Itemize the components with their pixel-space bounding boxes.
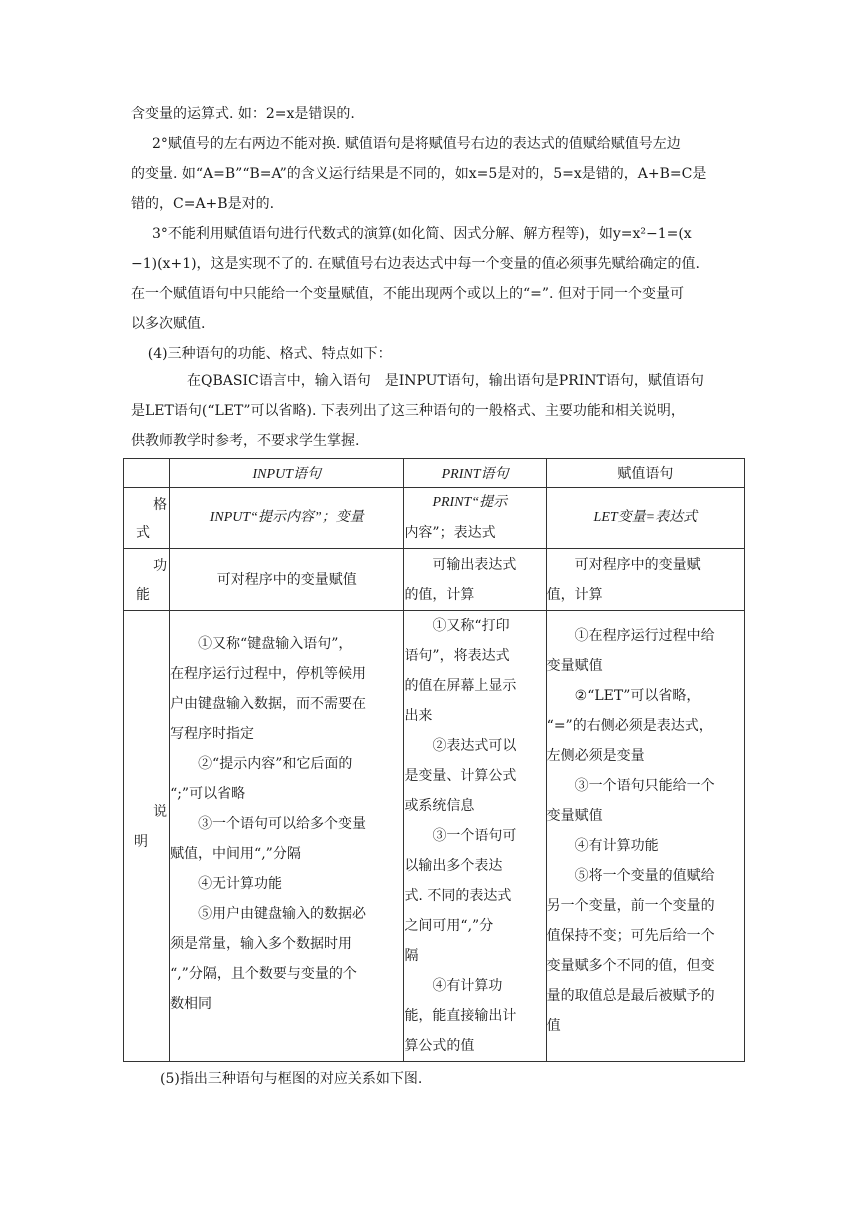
cell-line: 隔: [404, 948, 419, 964]
table-cell: [404, 549, 546, 611]
cell-line: 户由键盘输入数据，而不需要在: [170, 696, 367, 712]
cell-line: 内容”；表达式: [404, 525, 496, 541]
cell-line: 须是常量，输入多个数据时用: [170, 936, 353, 952]
paragraph-text: 2°赋值号的左右两边不能对换. 赋值语句是将赋值号右边的表达式的值赋给赋值号左边: [152, 136, 681, 152]
cell-line: “=”的右侧必须是表达式，: [546, 718, 713, 734]
row-label-part: 能: [136, 587, 150, 603]
cell-line: 写程序时指定: [170, 726, 255, 742]
cell-line: ①又称“打印: [432, 618, 510, 634]
table-cell: 可对程序中的变量赋值: [170, 549, 404, 611]
cell-line: 在程序运行过程中，停机等候用: [170, 666, 367, 682]
table-row: [124, 611, 745, 1062]
row-label-notes: [124, 611, 170, 1062]
paragraph-text: (5)指出三种语句与框图的对应关系如下图.: [160, 1071, 423, 1087]
paragraph-text: 供教师教学时参考，不要求学生掌握.: [131, 433, 360, 449]
table-cell: [546, 611, 744, 1062]
table-row: [124, 488, 745, 549]
table-cell: [404, 488, 546, 549]
cell-line: 能，能直接输出计: [404, 1008, 517, 1024]
paragraph-text: 是LET语句(“LET”可以省略). 下表列出了这三种语句的一般格式、主要功能和相关说明，: [131, 403, 685, 419]
cell-line: 值，计算: [546, 586, 603, 603]
cell-line: “;”可以省略: [170, 786, 246, 802]
cell-line: 变量赋值: [546, 658, 603, 674]
table-header-cell: PRINT语句: [404, 459, 546, 488]
cell-line: 另一个变量，前一个变量的: [546, 898, 715, 914]
table-cell: INPUT“提示内容”；变量: [170, 488, 404, 549]
cell-line: 的值，计算: [404, 586, 475, 603]
cell-line: ④有计算功: [432, 978, 503, 994]
cell-line: 变量赋多个不同的值，但变: [546, 958, 715, 974]
paragraph-text: 3°不能利用赋值语句进行代数式的演算(如化简、因式分解、解方程等)，如y=x²−1=(x: [152, 226, 692, 242]
cell-line: “,”分隔，且个数要与变量的个: [170, 966, 357, 982]
row-label-part: 明: [134, 834, 148, 850]
cell-line: 左侧必须是变量: [546, 748, 645, 764]
cell-line: 算公式的值: [404, 1038, 475, 1054]
paragraph-text: 的变量. 如“A=B”“B=A”的含义运行结果是不同的，如x=5是对的，5=x是错的，A+B=C是: [131, 166, 707, 182]
cell-line: PRINT“提示: [432, 495, 508, 510]
cell-line: ④无计算功能: [198, 876, 283, 892]
cell-line: 值: [546, 1018, 561, 1034]
cell-line: 变量赋值: [546, 808, 603, 824]
table-header-cell: INPUT语句: [170, 459, 404, 488]
cell-line: ①在程序运行过程中给: [574, 628, 715, 644]
cell-line: ②表达式可以: [432, 738, 517, 754]
cell-line: 是变量、计算公式: [404, 768, 517, 784]
cell-line: ③一个语句可以给多个变量: [198, 816, 367, 832]
row-label-part: 式: [136, 525, 150, 541]
paragraph-text: 以多次赋值.: [131, 316, 206, 332]
cell-line: 的值在屏幕上显示: [404, 678, 517, 694]
cell-line: ③一个语句只能给一个: [574, 778, 715, 794]
cell-line: ②“LET”可以省略，: [574, 688, 701, 704]
row-label-part: 功: [153, 558, 168, 574]
cell-line: ⑤将一个变量的值赋给: [574, 868, 715, 884]
cell-line: ③一个语句可: [432, 828, 517, 844]
cell-line: 值保持不变；可先后给一个: [546, 928, 715, 944]
row-label-function: [124, 549, 170, 611]
paragraph-text: (4)三种语句的功能、格式、特点如下：: [147, 346, 392, 362]
table-cell: LET变量=表达式: [546, 488, 744, 549]
cell-line: 以输出多个表达: [404, 858, 503, 874]
cell-line: 可对程序中的变量赋: [574, 556, 701, 573]
cell-line: ①又称“键盘输入语句”，: [198, 636, 353, 652]
cell-line: 出来: [404, 708, 433, 724]
cell-line: ④有计算功能: [574, 838, 659, 854]
paragraph-text: 含变量的运算式. 如：2=x是错误的.: [131, 106, 355, 122]
paragraph-text: −1)(x+1)，这是实现不了的. 在赋值号右边表达式中每一个变量的值必须事先赋给确定的值.: [131, 256, 700, 272]
cell-line: 赋值，中间用“,”分隔: [170, 846, 301, 862]
table-row: [124, 549, 745, 611]
cell-line: 语句”，将表达式: [404, 648, 510, 664]
paragraph-text: 错的，C=A+B是对的.: [131, 196, 275, 212]
row-label-part: 说: [153, 804, 168, 820]
cell-line: ②“提示内容”和它后面的: [198, 756, 353, 772]
row-label-part: 格: [153, 497, 168, 513]
statement-comparison-table: [123, 458, 745, 1062]
cell-line: 可输出表达式: [432, 556, 517, 573]
cell-line: 或系统信息: [404, 798, 475, 814]
table-cell: [170, 611, 404, 1062]
row-label-format: [124, 488, 170, 549]
table-header-cell: 赋值语句: [546, 459, 744, 488]
table-cell: [546, 549, 744, 611]
paragraph-text: 在QBASIC语言中，输入语句 是INPUT语句，输出语句是PRINT语句，赋值语句: [187, 373, 704, 389]
table-header-cell: [124, 459, 170, 488]
table-cell: [404, 611, 546, 1062]
table-header-row: [124, 459, 745, 488]
cell-line: 数相同: [170, 996, 213, 1012]
cell-line: ⑤用户由键盘输入的数据必: [198, 906, 367, 922]
cell-line: 量的取值总是最后被赋予的: [546, 988, 715, 1004]
cell-line: 式. 不同的表达式: [404, 888, 512, 904]
cell-line: 之间可用“,”分: [404, 918, 494, 934]
paragraph-text: 在一个赋值语句中只能给一个变量赋值，不能出现两个或以上的“=”. 但对于同一个变量可: [131, 286, 684, 302]
